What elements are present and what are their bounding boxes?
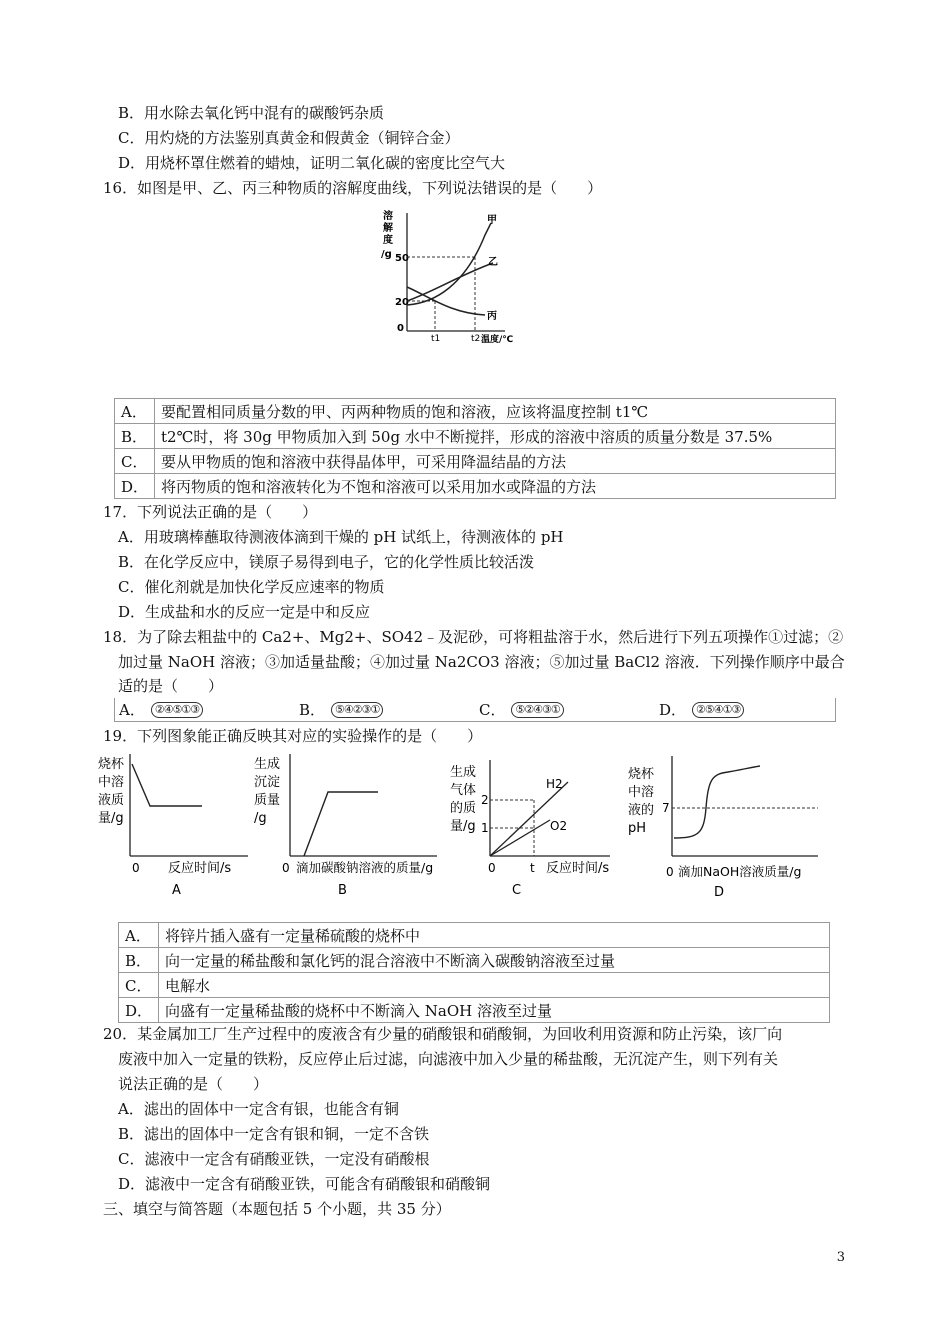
q19-option-d-label: D． <box>119 998 159 1023</box>
graph-a-ylabel-4: 量/g <box>98 811 124 826</box>
q16-option-b-label: B． <box>115 424 155 449</box>
graph-c-ylabel-1: 生成 <box>450 765 477 780</box>
q17-option-a: A．用玻璃棒蘸取待测液体滴到干燥的 pH 试纸上，待测液体的 pH <box>118 528 564 546</box>
graph-c-ylabel-2: 气体 <box>450 783 477 798</box>
q19-option-a-label: A． <box>119 923 159 948</box>
graph-d-curve <box>674 766 760 838</box>
graph-d-origin: 0 <box>666 865 674 879</box>
graph-b-caption: B <box>338 883 347 898</box>
graph-a-ylabel-1: 烧杯 <box>98 757 125 772</box>
page-number: 3 <box>836 1250 845 1265</box>
curve-yi <box>407 263 493 301</box>
graph-c-caption: C <box>512 883 522 898</box>
graph-b-curve <box>304 792 378 856</box>
q19-option-c <box>119 973 830 998</box>
graph-d-tick-7: 7 <box>662 801 670 815</box>
graph-b-ylabel-3: 质量 <box>254 793 281 808</box>
q19-option-a <box>119 923 830 948</box>
q18-option-c <box>475 698 655 721</box>
graph-d-xlabel: 滴加NaOH溶液质量/g <box>678 864 802 879</box>
q15-option-b: B．用水除去氧化钙中混有的碳酸钙杂质 <box>118 104 385 122</box>
tick-20: 20 <box>395 297 409 308</box>
graph-c-h2-label: H2 <box>546 777 563 791</box>
q18-line-3: 适的是（ ） <box>118 677 224 695</box>
q18-option-d <box>655 698 835 721</box>
graph-c-origin: 0 <box>488 861 496 875</box>
q16-option-a-label: A． <box>115 399 155 424</box>
graph-a-origin: 0 <box>132 861 140 875</box>
q16-option-c-text: 要从甲物质的饱和溶液中获得晶体甲，可采用降温结晶的方法 <box>155 449 836 474</box>
graph-b-ylabel-2: 沉淀 <box>254 775 281 790</box>
graph-b <box>252 752 462 902</box>
graph-d <box>628 752 838 902</box>
graph-d-ylabel-1: 烧杯 <box>628 767 655 782</box>
ylabel-char-1: 溶 <box>383 211 393 222</box>
graph-b-origin: 0 <box>282 861 290 875</box>
graph-c-o2-label: O2 <box>550 819 568 833</box>
q16-option-a <box>115 399 836 424</box>
q18-option-c-label: C． <box>479 701 506 719</box>
graph-c-o2-line <box>490 820 550 856</box>
q19-stem: 19．下列图象能正确反映其对应的实验操作的是（ ） <box>103 727 483 745</box>
q19-option-d-text: 向盛有一定量稀盐酸的烧杯中不断滴入 NaOH 溶液至过量 <box>159 998 830 1023</box>
q19-option-b-label: B． <box>119 948 159 973</box>
graph-b-ylabel-4: /g <box>254 811 267 826</box>
graph-c-t-tick: t <box>530 861 535 875</box>
q16-option-b-text: t2℃时，将 30g 甲物质加入到 50g 水中不断搅拌，形成的溶液中溶质的质量分数是 37.5% <box>155 424 836 449</box>
q16-option-b <box>115 424 836 449</box>
graph-d-ylabel-4: pH <box>628 821 647 836</box>
ylabel-char-2: 解 <box>383 223 393 234</box>
graph-a <box>98 752 258 902</box>
q19-option-b-text: 向一定量的稀盐酸和氯化钙的混合溶液中不断滴入碳酸钠溶液至过量 <box>159 948 830 973</box>
q18-option-d-label: D． <box>659 701 687 719</box>
graph-a-xlabel: 反应时间/s <box>168 861 232 876</box>
q18-option-d-seq: ②⑤④①③ <box>692 702 744 718</box>
q19-option-d <box>119 998 830 1023</box>
q16-option-d <box>115 474 836 499</box>
q18-options-row <box>114 698 836 722</box>
graph-a-caption: A <box>172 883 181 898</box>
solubility-ylabel <box>381 209 394 260</box>
q17-option-b: B．在化学反应中，镁原子易得到电子，它的化学性质比较活泼 <box>118 553 535 571</box>
ylabel-char-3: 度 <box>383 235 393 246</box>
q18-option-b-seq: ⑤④②③① <box>331 702 383 718</box>
graph-d-caption: D <box>714 885 725 900</box>
graph-c-xlabel: 反应时间/s <box>546 861 610 876</box>
q16-option-d-label: D． <box>115 474 155 499</box>
ylabel-char-4: /g <box>381 249 392 260</box>
q20-option-c: C．滤液中一定含有硝酸亚铁，一定没有硝酸根 <box>118 1150 430 1168</box>
graph-c-ylabel-4: 量/g <box>450 819 476 834</box>
tick-50: 50 <box>395 253 409 264</box>
graph-d-ylabel-3: 液的 <box>628 803 655 818</box>
tick-t2: t2 <box>471 334 481 344</box>
q18-option-b <box>295 698 475 721</box>
label-yi: 乙 <box>488 257 498 268</box>
q18-option-a <box>115 698 295 721</box>
label-jia: 甲 <box>487 215 497 226</box>
graph-a-ylabel-2: 中溶 <box>98 775 125 790</box>
q15-option-c: C．用灼烧的方法鉴别真黄金和假黄金（铜锌合金） <box>118 129 460 147</box>
q16-options-table <box>114 398 836 499</box>
q18-line-2: 加过量 NaOH 溶液；③加适量盐酸；④加过量 Na2CO3 溶液；⑤加过量 BaCl2 溶液．下列操作顺序中最合 <box>118 653 845 671</box>
q20-option-d: D．滤液中一定含有硝酸亚铁，可能含有硝酸银和硝酸铜 <box>118 1175 491 1193</box>
graph-d-ylabel-2: 中溶 <box>628 785 655 800</box>
graph-c-tick-1: 1 <box>481 821 489 835</box>
q19-options-table <box>118 922 830 1023</box>
q15-option-d: D．用烧杯罩住燃着的蜡烛，证明二氧化碳的密度比空气大 <box>118 154 506 172</box>
q19-option-c-text: 电解水 <box>159 973 830 998</box>
q20-line-3: 说法正确的是（ ） <box>118 1075 269 1093</box>
q16-option-c <box>115 449 836 474</box>
x-axis-label: 温度/℃ <box>481 335 514 345</box>
q17-option-d: D．生成盐和水的反应一定是中和反应 <box>118 603 371 621</box>
q16-option-a-text: 要配置相同质量分数的甲、丙两种物质的饱和溶液，应该将温度控制 t1℃ <box>155 399 836 424</box>
tick-t1: t1 <box>431 334 441 344</box>
q18-option-a-seq: ②④⑤①③ <box>151 702 203 718</box>
q18-option-a-label: A． <box>119 701 145 719</box>
tick-0: 0 <box>397 323 404 334</box>
label-bing: 丙 <box>487 311 497 322</box>
q19-option-b <box>119 948 830 973</box>
graph-a-ylabel-3: 液质 <box>98 793 125 808</box>
q20-line-2: 废液中加入一定量的铁粉，反应停止后过滤，向滤液中加入少量的稀盐酸，无沉淀产生，则下列有关 <box>118 1050 779 1068</box>
graph-a-curve <box>132 764 202 806</box>
q19-option-a-text: 将锌片插入盛有一定量稀硫酸的烧杯中 <box>159 923 830 948</box>
q19-option-c-label: C． <box>119 973 159 998</box>
q16-stem: 16．如图是甲、乙、丙三种物质的溶解度曲线，下列说法错误的是（ ） <box>103 179 603 197</box>
graph-c <box>450 752 630 902</box>
q16-option-c-label: C． <box>115 449 155 474</box>
q17-stem: 17．下列说法正确的是（ ） <box>103 503 318 521</box>
solubility-chart <box>375 205 535 355</box>
q18-option-b-label: B． <box>299 701 326 719</box>
graph-c-ylabel-3: 的质 <box>450 801 477 816</box>
q18-option-c-seq: ⑤②④③① <box>511 702 563 718</box>
q20-option-a: A．滤出的固体中一定含有银，也能含有铜 <box>118 1100 399 1118</box>
graph-b-ylabel-1: 生成 <box>254 757 281 772</box>
q16-option-d-text: 将丙物质的饱和溶液转化为不饱和溶液可以采用加水或降温的方法 <box>155 474 836 499</box>
q20-option-b: B．滤出的固体中一定含有银和铜，一定不含铁 <box>118 1125 430 1143</box>
graph-b-xlabel: 滴加碳酸钠溶液的质量/g <box>296 860 434 875</box>
q18-line-1: 18．为了除去粗盐中的 Ca2+、Mg2+、SO42﹣及泥砂，可将粗盐溶于水，然后进行下列五项操作①过滤；② <box>103 628 844 646</box>
section-3-heading: 三、填空与简答题（本题包括 5 个小题，共 35 分） <box>103 1200 451 1218</box>
graph-c-tick-2: 2 <box>481 793 489 807</box>
q17-option-c: C．催化剂就是加快化学反应速率的物质 <box>118 578 385 596</box>
q20-line-1: 20．某金属加工厂生产过程中的废液含有少量的硝酸银和硝酸铜，为回收利用资源和防止污染，该厂向 <box>103 1025 783 1043</box>
